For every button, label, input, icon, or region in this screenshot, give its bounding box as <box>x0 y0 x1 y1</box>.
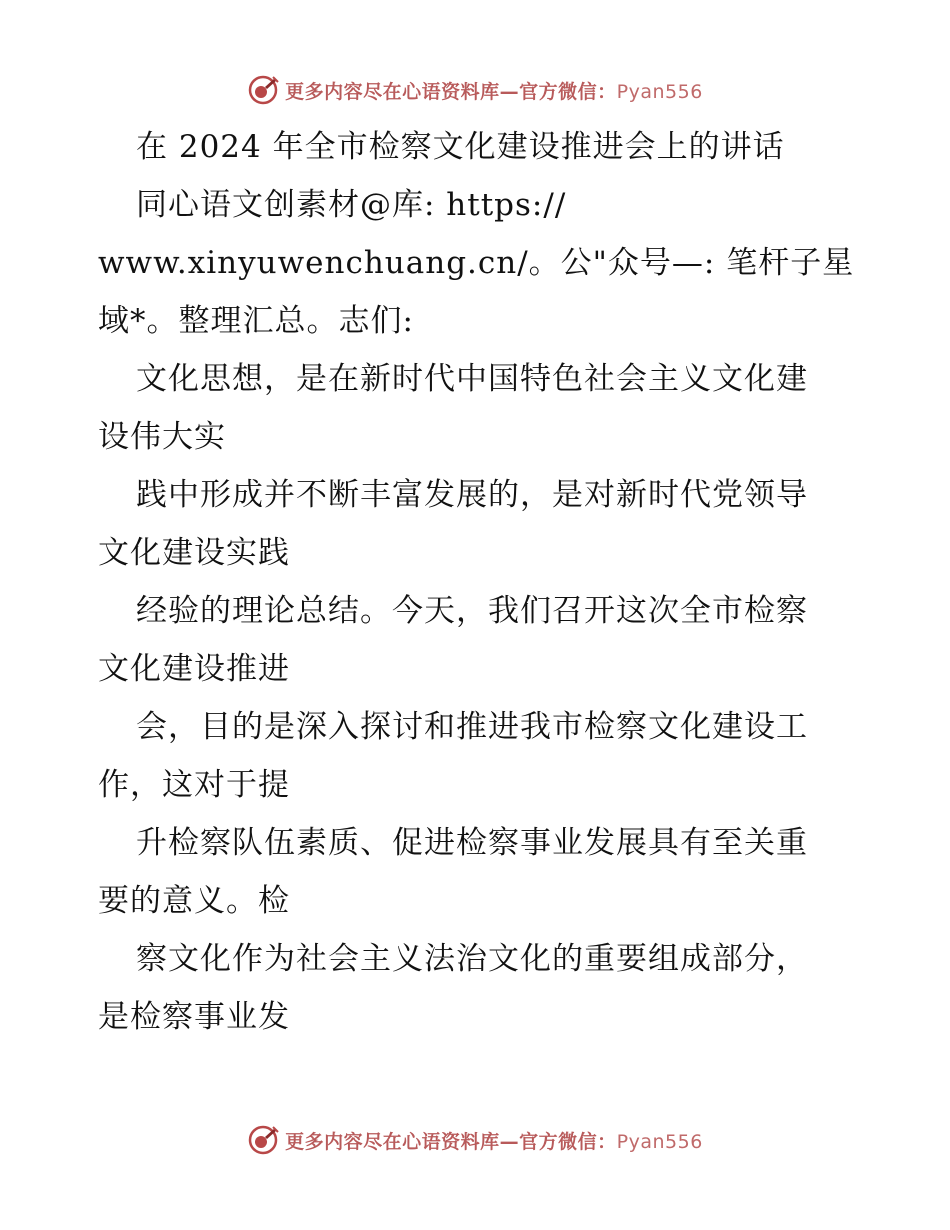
header-wechat-id: Pyan556 <box>616 80 703 103</box>
doc-line: 文化建设实践 <box>98 535 290 571</box>
brand-logo-icon <box>247 74 279 106</box>
doc-line: 设伟大实 <box>98 419 226 455</box>
document-body <box>98 118 858 1046</box>
doc-line: 同心语文创素材@库: https:// <box>136 187 567 223</box>
doc-line: 域*。整理汇总。志们: <box>98 303 414 339</box>
doc-line: 察文化作为社会主义法治文化的重要组成部分， <box>136 941 808 977</box>
doc-line: 要的意义。检 <box>98 883 290 919</box>
doc-line: 是检察事业发 <box>98 999 290 1035</box>
doc-line: 升检察队伍素质、促进检察事业发展具有至关重 <box>136 825 808 861</box>
doc-line: 作，这对于提 <box>98 767 290 803</box>
doc-line: 经验的理论总结。今天，我们召开这次全市检察 <box>136 593 808 629</box>
brand-logo-icon <box>247 1124 279 1156</box>
doc-title-line: 在 2024 年全市检察文化建设推进会上的讲话 <box>136 129 785 165</box>
header-banner-text: 更多内容尽在心语资料库—官方微信：Pyan556 <box>285 80 703 103</box>
doc-line: 会，目的是深入探讨和推进我市检察文化建设工 <box>136 709 808 745</box>
doc-line: www.xinyuwenchuang.cn/。公"众号—: 笔杆子星 <box>98 245 855 281</box>
footer-wechat-id: Pyan556 <box>616 1130 703 1153</box>
doc-line: 文化建设推进 <box>98 651 290 687</box>
header-banner <box>0 70 950 110</box>
footer-banner-text: 更多内容尽在心语资料库—官方微信：Pyan556 <box>285 1130 703 1153</box>
footer-banner <box>0 1120 950 1160</box>
doc-line: 文化思想，是在新时代中国特色社会主义文化建 <box>136 361 808 397</box>
doc-line: 践中形成并不断丰富发展的，是对新时代党领导 <box>136 477 808 513</box>
